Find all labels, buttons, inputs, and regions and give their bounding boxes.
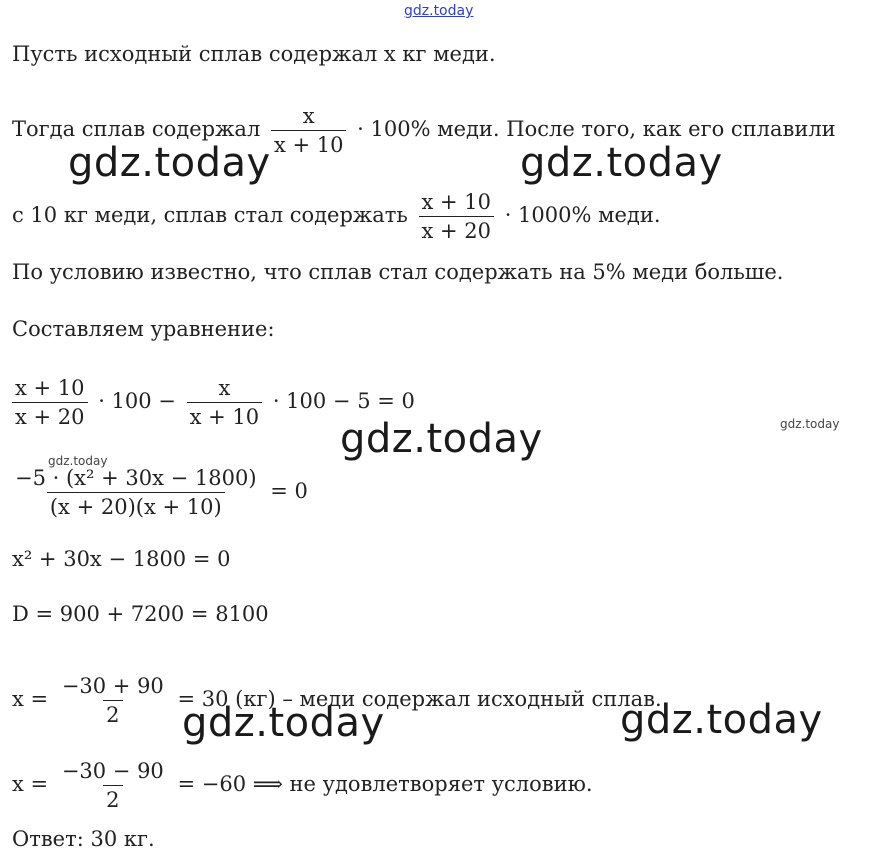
watermark-top-link[interactable]: gdz.today bbox=[404, 3, 474, 19]
watermark-gdz-today: gdz.today bbox=[182, 700, 385, 746]
equation-2-fraction bbox=[12, 466, 260, 519]
fraction-denominator: 2 bbox=[103, 785, 122, 812]
watermark-gdz-today: gdz.today bbox=[68, 140, 271, 186]
equation-1-fraction-2 bbox=[187, 376, 263, 429]
watermark-gdz-today-small: gdz.today bbox=[48, 454, 108, 468]
equation-1-middle: · 100 − bbox=[98, 389, 176, 413]
watermark-gdz-today-small: gdz.today bbox=[780, 417, 840, 431]
fraction-denominator: x + 10 bbox=[187, 402, 263, 429]
line-2-text-after: · 100% меди. После того, как его сплавили bbox=[357, 117, 836, 141]
root-2-tail: = −60 ⟹ не удовлетворяет условию. bbox=[177, 772, 593, 796]
fraction-denominator: 2 bbox=[103, 700, 122, 727]
fraction-numerator: x bbox=[218, 376, 231, 400]
watermark-gdz-today: gdz.today bbox=[520, 140, 723, 186]
fraction-denominator: x + 10 bbox=[271, 130, 347, 157]
root-2 bbox=[12, 759, 593, 812]
equation-1-tail: · 100 − 5 = 0 bbox=[272, 389, 415, 413]
line-2-text-before: Тогда сплав содержал bbox=[12, 117, 261, 141]
root-1-tail: = 30 (кг) – меди содержал исходный сплав. bbox=[177, 687, 662, 711]
fraction-numerator: x bbox=[302, 104, 315, 128]
fraction-denominator: x + 20 bbox=[12, 402, 88, 429]
fraction-copy-share-new bbox=[419, 190, 495, 243]
fraction-numerator: −5 · (x² + 30x − 1800) bbox=[15, 466, 257, 490]
fraction-numerator: −30 + 90 bbox=[61, 674, 164, 698]
solution-line-1: Пусть исходный сплав содержал x кг меди. bbox=[12, 42, 496, 66]
equation-2 bbox=[12, 466, 308, 519]
root-1-lhs: x = bbox=[12, 687, 49, 711]
fraction-copy-share-initial bbox=[271, 104, 347, 157]
solution-line-4: По условию известно, что сплав стал содержать на 5% меди больше. bbox=[12, 260, 784, 284]
solution-line-3 bbox=[12, 190, 661, 243]
fraction-numerator: x + 10 bbox=[421, 190, 492, 214]
fraction-numerator: −30 − 90 bbox=[61, 759, 164, 783]
equation-discriminant: D = 900 + 7200 = 8100 bbox=[12, 602, 269, 626]
watermark-gdz-today: gdz.today bbox=[620, 697, 823, 743]
equation-3: x² + 30x − 1800 = 0 bbox=[12, 547, 231, 571]
root-1-fraction bbox=[59, 674, 167, 727]
line-3-text-after: · 1000% меди. bbox=[504, 203, 661, 227]
root-2-fraction bbox=[59, 759, 167, 812]
fraction-denominator: x + 20 bbox=[419, 216, 495, 243]
watermark-gdz-today: gdz.today bbox=[340, 416, 543, 462]
solution-line-5: Составляем уравнение: bbox=[12, 317, 275, 341]
fraction-numerator: x + 10 bbox=[15, 376, 85, 400]
equation-2-tail: = 0 bbox=[270, 479, 308, 503]
equation-1-fraction-1 bbox=[12, 376, 88, 429]
root-2-lhs: x = bbox=[12, 772, 49, 796]
fraction-denominator: (x + 20)(x + 10) bbox=[47, 492, 225, 519]
answer-line: Ответ: 30 кг. bbox=[12, 827, 155, 851]
line-3-text-before: с 10 кг меди, сплав стал содержать bbox=[12, 203, 408, 227]
